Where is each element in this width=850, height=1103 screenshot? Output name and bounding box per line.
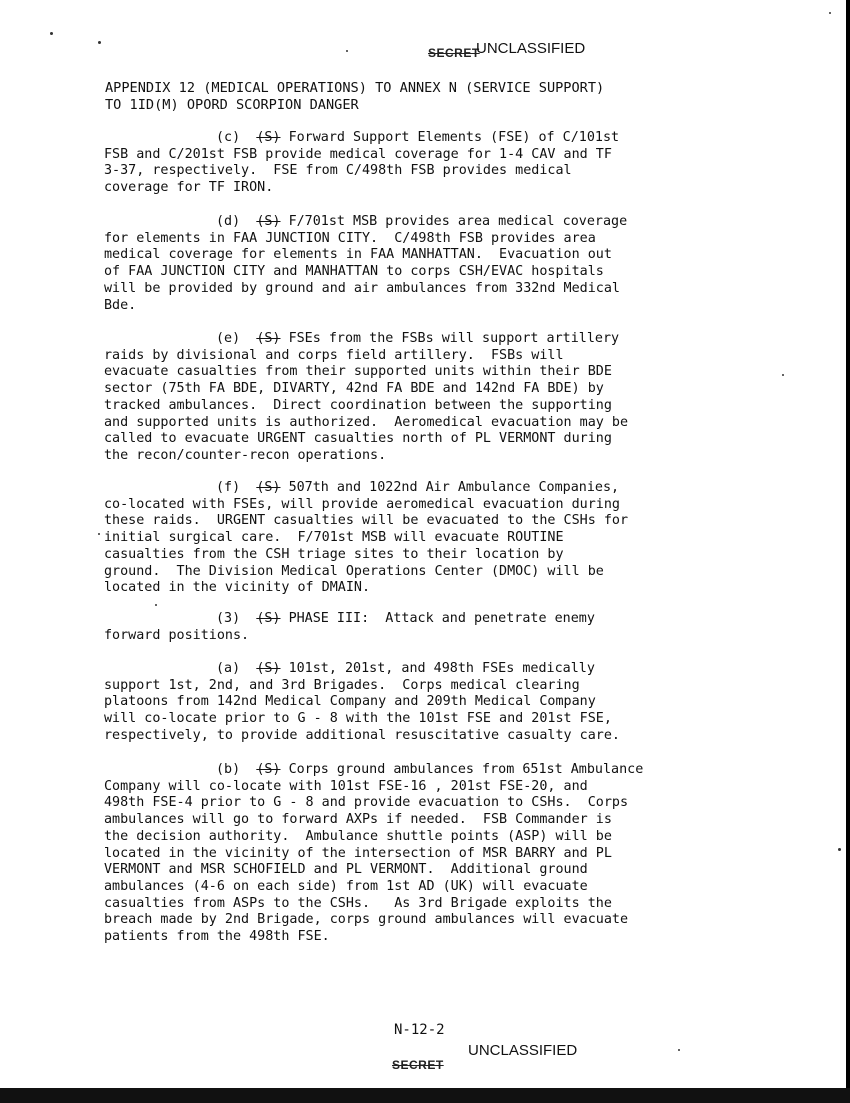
paragraph-line: these raids. URGENT casualties will be evacuated to the CSHs for	[104, 513, 629, 529]
paragraph-line: respectively, to provide additional resuscitative casualty care.	[104, 727, 620, 743]
scan-speck	[98, 41, 101, 44]
paragraph-label: (e)	[216, 331, 241, 346]
struck-classification-symbol: (S)	[256, 331, 281, 346]
scan-speck	[829, 12, 831, 14]
paragraph-line: medical coverage for elements in FAA MANHATTAN. Evacuation out	[104, 247, 612, 263]
paragraph-line: patients from the 498th FSE.	[104, 929, 330, 945]
paragraph-line: breach made by 2nd Brigade, corps ground ambulances will evacuate	[104, 912, 629, 928]
paragraph-label: (a)	[216, 661, 241, 676]
paragraph-line: Bde.	[104, 297, 137, 313]
paragraph-line: casualties from ASPs to the CSHs. As 3rd Brigade exploits the	[104, 895, 612, 911]
bottom-struck-secret: SECRET	[392, 1058, 444, 1072]
paragraph-line: coverage for TF IRON.	[104, 180, 274, 196]
paragraph-phase-iii	[104, 611, 774, 644]
paragraph-d	[104, 214, 774, 314]
paragraph-line: for elements in FAA JUNCTION CITY. C/498th FSB provides area	[104, 230, 596, 246]
paragraph-line: Company will co-locate with 101st FSE-16 , 201st FSE-20, and	[104, 778, 588, 794]
paragraph-line: VERMONT and MSR SCHOFIELD and PL VERMONT. Additional ground	[104, 862, 588, 878]
bottom-unclassified-stamp: UNCLASSIFIED	[468, 1042, 578, 1059]
paragraph-line: raids by divisional and corps field artillery. FSBs will	[104, 347, 564, 363]
appendix-heading	[105, 80, 785, 114]
paragraph-line: FSEs from the FSBs will support artillery	[288, 331, 620, 346]
paragraph-line: PHASE III: Attack and penetrate enemy	[288, 611, 595, 626]
paragraph-line: 3-37, respectively. FSE from C/498th FSB provides medical	[104, 163, 572, 179]
paragraph-line: 101st, 201st, and 498th FSEs medically	[288, 661, 595, 676]
paragraph-line: the decision authority. Ambulance shuttle points (ASP) will be	[104, 828, 612, 844]
scan-speck	[678, 1049, 680, 1051]
struck-classification-symbol: (S)	[256, 661, 281, 676]
paragraph-line: will be provided by ground and air ambulances from 332nd Medical	[104, 280, 620, 296]
struck-classification-symbol: (S)	[256, 480, 281, 495]
paragraph-label: (f)	[216, 480, 241, 495]
paragraph-line: Corps ground ambulances from 651st Ambulance	[288, 762, 644, 777]
paragraph-f	[104, 480, 774, 597]
paragraph-line: located in the vicinity of the intersection of MSR BARRY and PL	[104, 845, 612, 861]
paragraph-line: ambulances will go to forward AXPs if needed. FSB Commander is	[104, 812, 612, 828]
paragraph-line: initial surgical care. F/701st MSB will evacuate ROUTINE	[104, 530, 564, 546]
struck-classification-symbol: (S)	[256, 762, 281, 777]
scan-speck	[346, 50, 348, 52]
struck-classification-symbol: (S)	[256, 130, 281, 145]
paragraph-line: casualties from the CSH triage sites to their location by	[104, 546, 564, 562]
paragraph-line: F/701st MSB provides area medical coverage	[288, 214, 628, 229]
scan-speck	[782, 374, 784, 376]
paragraph-line: located in the vicinity of DMAIN.	[104, 580, 371, 596]
paragraph-a	[104, 661, 774, 745]
page-number: N-12-2	[394, 1022, 445, 1038]
paragraph-line: called to evacuate URGENT casualties north of PL VERMONT during	[104, 431, 612, 447]
paragraph-c	[104, 130, 774, 197]
scan-speck	[155, 604, 157, 606]
paragraph-line: 498th FSE-4 prior to G - 8 and provide evacuation to CSHs. Corps	[104, 795, 629, 811]
paragraph-line: ground. The Division Medical Operations Center (DMOC) will be	[104, 563, 604, 579]
paragraph-line: Forward Support Elements (FSE) of C/101st	[288, 130, 620, 145]
top-struck-secret: SECRET	[428, 46, 480, 60]
paragraph-line: support 1st, 2nd, and 3rd Brigades. Corps medical clearing	[104, 677, 580, 693]
paragraph-line: the recon/counter-recon operations.	[104, 447, 387, 463]
paragraph-label: (c)	[216, 130, 241, 145]
paragraph-b	[104, 762, 774, 946]
paragraph-line: and supported units is authorized. Aeromedical evacuation may be	[104, 414, 629, 430]
paragraph-e	[104, 331, 774, 465]
paragraph-label: (d)	[216, 214, 241, 229]
scan-edge	[846, 0, 850, 1103]
paragraph-line: evacuate casualties from their supported units within their BDE	[104, 364, 612, 380]
paragraph-label: (b)	[216, 762, 241, 777]
paragraph-label: (3)	[216, 611, 241, 626]
heading-line: TO 1ID(M) OPORD SCORPION DANGER	[105, 97, 359, 113]
bottom-classification-marking	[372, 1042, 612, 1072]
paragraph-line: sector (75th FA BDE, DIVARTY, 42nd FA BDE and 142nd FA BDE) by	[104, 381, 604, 397]
paragraph-line: ambulances (4-6 on each side) from 1st AD (UK) will evacuate	[104, 878, 588, 894]
scan-bottom-band	[0, 1088, 850, 1103]
paragraph-line: tracked ambulances. Direct coordination between the supporting	[104, 397, 612, 413]
paragraph-line: 507th and 1022nd Air Ambulance Companies,	[288, 480, 620, 495]
paragraph-line: will co-locate prior to G - 8 with the 101st FSE and 201st FSE,	[104, 711, 612, 727]
paragraph-line: of FAA JUNCTION CITY and MANHATTAN to corps CSH/EVAC hospitals	[104, 264, 604, 280]
scan-speck	[838, 848, 841, 851]
struck-classification-symbol: (S)	[256, 214, 281, 229]
scan-speck	[98, 533, 100, 535]
top-unclassified-stamp: UNCLASSIFIED	[476, 40, 586, 57]
paragraph-line: platoons from 142nd Medical Company and 209th Medical Company	[104, 694, 596, 710]
struck-classification-symbol: (S)	[256, 611, 281, 626]
paragraph-line: FSB and C/201st FSB provide medical coverage for 1-4 CAV and TF	[104, 146, 612, 162]
paragraph-line: co-located with FSEs, will provide aeromedical evacuation during	[104, 496, 620, 512]
heading-line: APPENDIX 12 (MEDICAL OPERATIONS) TO ANNEX N (SERVICE SUPPORT)	[105, 80, 605, 96]
paragraph-line: forward positions.	[104, 627, 250, 643]
scan-speck	[50, 32, 53, 35]
